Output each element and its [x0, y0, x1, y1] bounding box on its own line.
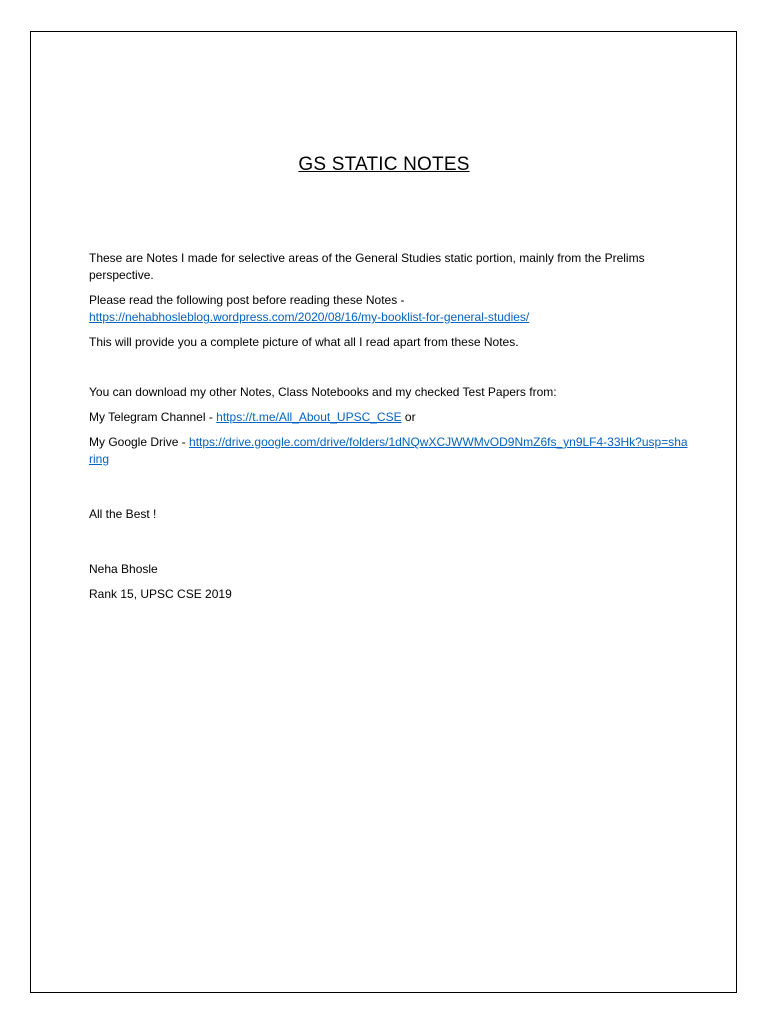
read-post-text: Please read the following post before reading these Notes -: [89, 293, 405, 307]
telegram-link[interactable]: https://t.me/All_About_UPSC_CSE: [216, 410, 402, 424]
booklist-link[interactable]: https://nehabhosleblog.wordpress.com/2020/08/16/my-booklist-for-general-studies/: [89, 310, 530, 324]
document-title: GS STATIC NOTES: [298, 154, 470, 175]
spacer: [89, 523, 689, 561]
author-name: Neha Bhosle: [89, 562, 158, 576]
telegram-label: My Telegram Channel -: [89, 410, 217, 424]
download-paragraph: You can download my other Notes, Class Notebooks and my checked Test Papers from:: [89, 385, 557, 399]
complete-picture-paragraph: This will provide you a complete picture of what all I read apart from these Notes.: [89, 335, 519, 349]
spacer: [89, 351, 689, 384]
author-rank: Rank 15, UPSC CSE 2019: [89, 587, 232, 601]
drive-link[interactable]: https://drive.google.com/drive/folders/1dNQwXCJWWMvOD9NmZ6fs_yn9LF4-33Hk?usp=sharing: [89, 435, 688, 466]
intro-paragraph: These are Notes I made for selective areas of the General Studies static portion, mainly from the Prelims perspective.: [89, 251, 645, 282]
drive-paragraph: [89, 434, 689, 468]
drive-label: My Google Drive -: [89, 435, 190, 449]
telegram-suffix: or: [401, 410, 416, 424]
spacer: [89, 468, 689, 506]
telegram-paragraph: [89, 409, 689, 426]
document-body: [89, 250, 689, 603]
closing-line: All the Best !: [89, 507, 157, 521]
read-post-paragraph: [89, 292, 689, 326]
